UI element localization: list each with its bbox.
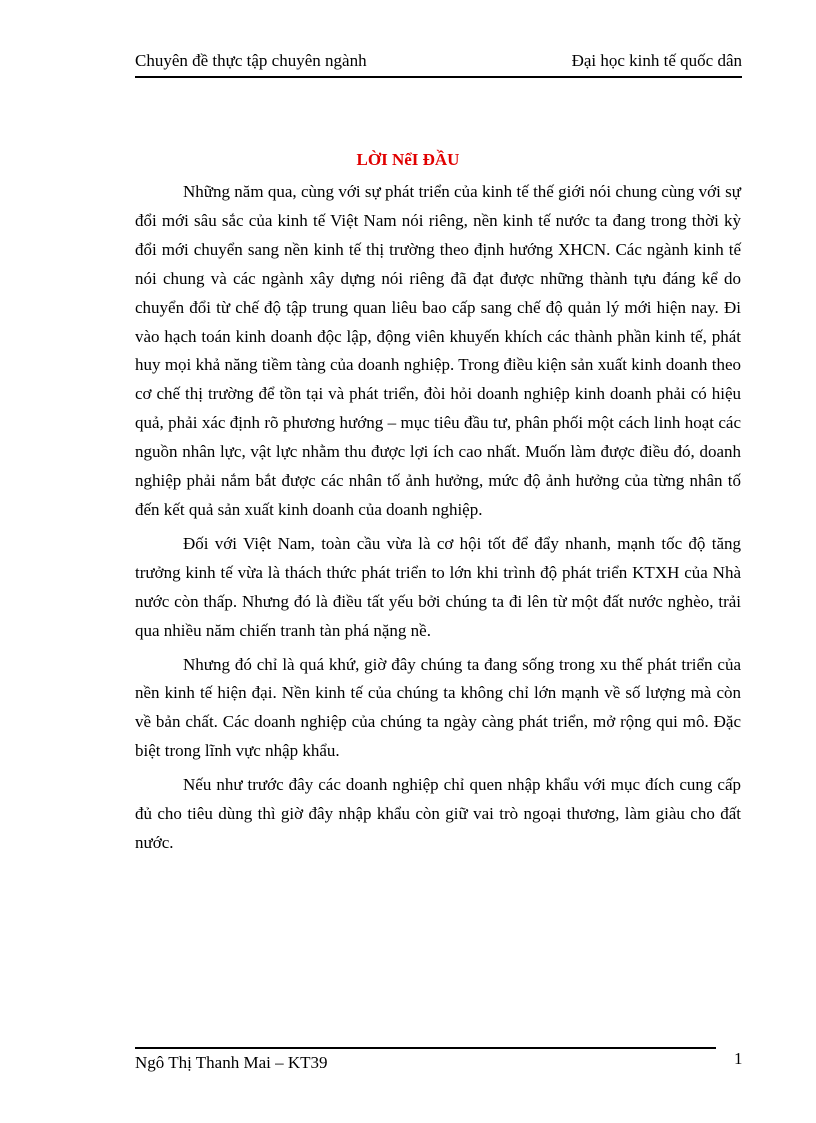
paragraph-2: Đối với Việt Nam, toàn cầu vừa là cơ hội tốt để đẩy nhanh, mạnh tốc độ tăng trưởng kinh tế vừa là thách thức phát triển to lớn khi trình độ phát triển KTXH của Nhà nước còn thấp. Nhưng đó là điều tất yếu bởi chúng ta đi lên từ một đất nước nghèo, trải qua nhiều năm chiến tranh tàn phá nặng nề. bbox=[135, 533, 741, 640]
page-header bbox=[135, 48, 742, 78]
header-course-title: Chuyên đề thực tập chuyên ngành bbox=[135, 51, 367, 70]
header-university: Đại học kinh tế quốc dân bbox=[571, 51, 742, 70]
paragraph-3: Nhưng đó chỉ là quá khứ, giờ đây chúng ta đang sống trong xu thế phát triển của nền kinh tế hiện đại. Nền kinh tế của chúng ta không chỉ lớn mạnh về số lượng mà còn về bản chất. Các doanh nghiệp của chúng ta ngày càng phát triển, mở rộng qui mô. Đặc biệt trong lĩnh vực nhập khẩu. bbox=[135, 654, 741, 761]
page-number: 1 bbox=[734, 1049, 743, 1068]
document-title: LỜI NểI ĐẦU bbox=[356, 150, 460, 169]
footer-author: Ngô Thị Thanh Mai – KT39 bbox=[135, 1053, 328, 1072]
footer-divider bbox=[135, 1047, 716, 1049]
paragraph-4: Nếu như trước đây các doanh nghiệp chỉ quen nhập khẩu với mục đích cung cấp đủ cho tiêu dùng thì giờ đây nhập khẩu còn giữ vai trò ngoại thương, làm giàu cho đất nước. bbox=[135, 775, 741, 852]
document-body bbox=[135, 178, 741, 863]
paragraph-1: Những năm qua, cùng với sự phát triển của kinh tế thế giới nói chung cùng với sự đổi mới sâu sắc của kinh tế Việt Nam nói riêng, nền kinh tế nước ta đang trong thời kỳ đổi mới chuyển sang nền kinh tế thị trường theo định hướng XHCN. Các ngành kinh tế nói chung và các ngành xây dựng nói riêng đã đạt được những thành tựu đáng kể do chuyển đổi từ chế độ tập trung quan liêu bao cấp sang chế độ quản lý mới hiện nay. Đi vào hạch toán kinh doanh độc lập, động viên khuyến khích các thành phần kinh tế, phát huy mọi khả năng tiềm tàng của doanh nghiệp. Trong điều kiện sản xuất kinh doanh theo cơ chế thị trường để tồn tại và phát triển, đòi hỏi doanh nghiệp kinh doanh phải có hiệu quả, phải xác định rõ phương hướng – mục tiêu đầu tư, phân phối một cách linh hoạt các nguồn nhân lực, vật lực nhằm thu được lợi ích cao nhất. Muốn làm được điều đó, doanh nghiệp phải nắm bắt được các nhân tố ảnh hưởng, mức độ ảnh hưởng của từng nhân tố đến kết quả sản xuất kinh doanh của doanh nghiệp. bbox=[135, 182, 741, 519]
